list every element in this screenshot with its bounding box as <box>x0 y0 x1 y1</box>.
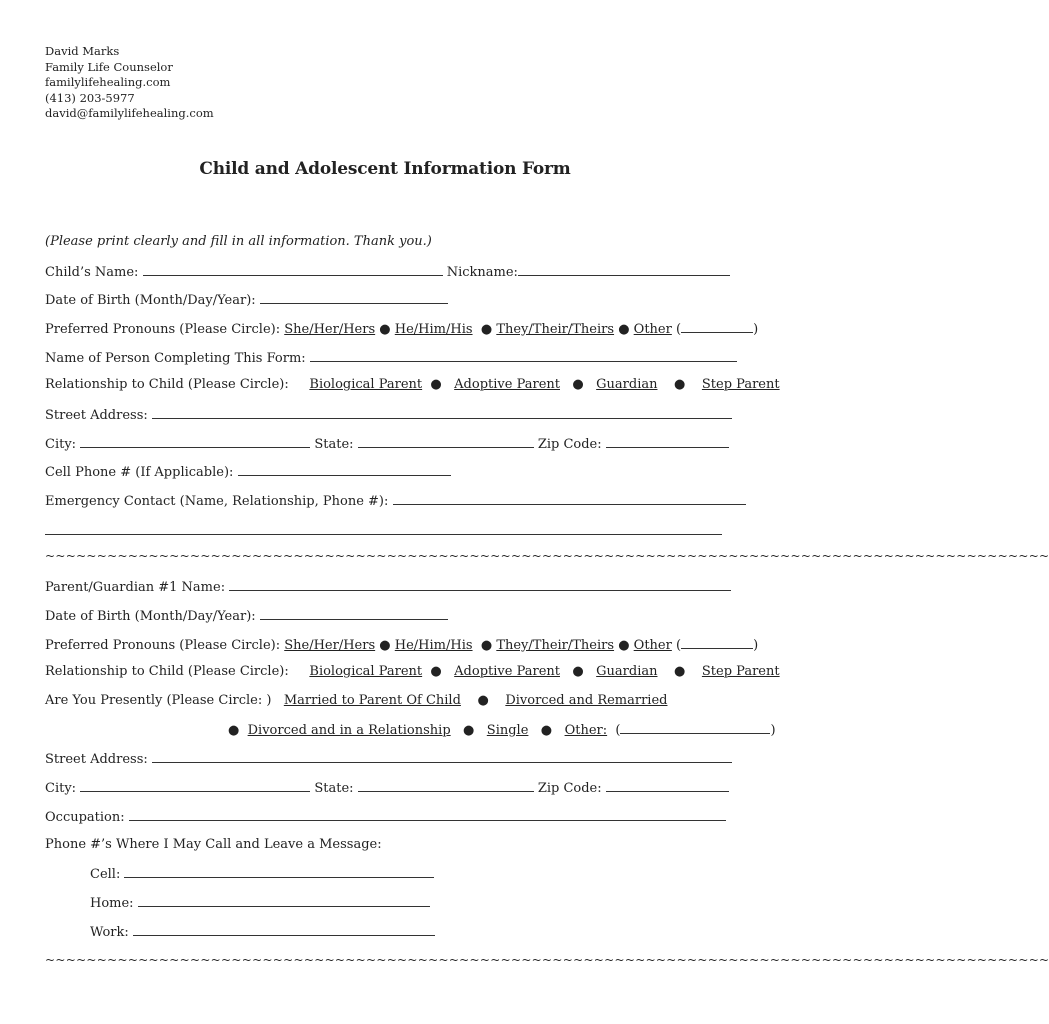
parent-dob-row <box>45 605 725 625</box>
parent-dob-label: Date of Birth (Month/Day/Year): <box>45 609 256 624</box>
relationship-label: Relationship to Child (Please Circle): <box>45 664 289 679</box>
emergency-contact-extra-line[interactable] <box>45 534 722 535</box>
parent-name-field[interactable] <box>229 576 731 591</box>
home-phone-row <box>90 892 490 912</box>
bullet-icon: ● <box>379 322 391 337</box>
parent-status-row-continued: ● Divorced and in a Relationship ● Single ● Other: ( ) <box>228 719 728 739</box>
street-label: Street Address: <box>45 408 148 423</box>
form-instruction: (Please print clearly and fill in all information. Thank you.) <box>45 234 432 249</box>
relationship-option-biological[interactable]: Biological Parent <box>309 377 423 392</box>
bullet-icon: ● <box>661 377 698 392</box>
bullet-icon: ● <box>426 664 451 679</box>
state-label: State: <box>314 781 354 796</box>
occupation-field[interactable] <box>129 806 726 821</box>
bullet-icon: ● <box>465 693 502 708</box>
cell-phone-field[interactable] <box>124 863 434 878</box>
pronoun-option-she[interactable]: She/Her/Hers <box>284 638 376 653</box>
form-title: Child and Adolescent Information Form <box>199 159 571 179</box>
counselor-email: david@familylifehealing.com <box>45 106 214 120</box>
child-pronouns-row: Preferred Pronouns (Please Circle): She/Her/Hers ● He/Him/His ● They/Their/Theirs ● Other ( ) <box>45 318 725 338</box>
parent-street-field[interactable] <box>152 748 732 763</box>
counselor-website: familylifehealing.com <box>45 75 171 89</box>
bullet-icon: ● <box>564 664 593 679</box>
relationship-option-step[interactable]: Step Parent <box>701 377 780 392</box>
emergency-row <box>45 490 725 510</box>
nickname-field[interactable] <box>518 261 730 276</box>
emergency-contact-field[interactable] <box>393 490 746 505</box>
work-label: Work: <box>90 925 129 940</box>
relationship-label: Relationship to Child (Please Circle): <box>45 377 289 392</box>
person-completing-row <box>45 347 725 367</box>
pronoun-option-they[interactable]: They/Their/Theirs <box>496 322 615 337</box>
child-zip-field[interactable] <box>606 433 729 448</box>
bullet-icon: ● <box>454 723 483 738</box>
cell-phone-row <box>90 863 490 883</box>
parent-pronouns-label: Preferred Pronouns (Please Circle): <box>45 638 281 653</box>
parent-occupation-row <box>45 806 725 826</box>
state-label: State: <box>314 437 354 452</box>
parent-city-field[interactable] <box>80 777 310 792</box>
relationship-option-guardian[interactable]: Guardian <box>596 664 658 679</box>
pronoun-option-other[interactable]: Other <box>633 638 672 653</box>
home-phone-field[interactable] <box>138 892 430 907</box>
status-option-single[interactable]: Single <box>486 723 529 738</box>
relationship-option-guardian[interactable]: Guardian <box>596 377 658 392</box>
parent-street-row <box>45 748 725 768</box>
section-separator-bottom: ~~~~~~~~~~~~~~~~~~~~~~~~~~~~~~~~~~~~~~~~~~~~~~~~~~~~~~~~~~~~~~~~~~~~~~~~~~~~~~~~~~~~~~~~~~~~~~~~~ <box>45 953 1049 967</box>
counselor-phone: (413) 203-5977 <box>45 90 135 105</box>
child-dob-row <box>45 289 725 309</box>
parent-dob-field[interactable] <box>260 605 448 620</box>
parent-pronouns-row: Preferred Pronouns (Please Circle): She/Her/Hers ● He/Him/His ● They/Their/Theirs ● Other ( ) <box>45 634 725 654</box>
bullet-icon: ● <box>564 377 593 392</box>
pronoun-option-she[interactable]: She/Her/Hers <box>284 322 376 337</box>
pronoun-option-they[interactable]: They/Their/Theirs <box>496 638 615 653</box>
pronoun-other-field[interactable] <box>681 634 753 649</box>
home-label: Home: <box>90 896 134 911</box>
child-street-row <box>45 404 725 424</box>
bullet-icon: ● <box>618 638 630 653</box>
bullet-icon: ● <box>228 723 244 738</box>
bullet-icon: ● <box>476 638 493 653</box>
parent-status-row <box>45 691 725 711</box>
bullet-icon: ● <box>618 322 630 337</box>
child-name-row <box>45 261 725 281</box>
parent-city-row <box>45 777 725 797</box>
status-option-married[interactable]: Married to Parent Of Child <box>283 693 461 708</box>
counselor-contact-block <box>45 44 214 122</box>
bullet-icon: ● <box>476 322 493 337</box>
status-option-divorced-relationship[interactable]: Divorced and in a Relationship <box>247 723 451 738</box>
bullet-icon: ● <box>532 723 561 738</box>
city-label: City: <box>45 437 77 452</box>
relationship-option-biological[interactable]: Biological Parent <box>309 664 423 679</box>
relationship-option-step[interactable]: Step Parent <box>701 664 780 679</box>
child-relationship-row <box>45 375 780 395</box>
phones-heading-row <box>45 835 725 855</box>
child-street-field[interactable] <box>152 404 732 419</box>
pronoun-option-he[interactable]: He/Him/His <box>394 638 473 653</box>
work-phone-row <box>90 921 490 941</box>
work-phone-field[interactable] <box>133 921 435 936</box>
cell-phone-label: Cell Phone # (If Applicable): <box>45 465 234 480</box>
occupation-label: Occupation: <box>45 810 125 825</box>
pronoun-option-other[interactable]: Other <box>633 322 672 337</box>
parent-name-label: Parent/Guardian #1 Name: <box>45 580 226 595</box>
phones-label: Phone #’s Where I May Call and Leave a Message: <box>45 837 382 852</box>
child-cell-row <box>45 461 725 481</box>
parent-relationship-row <box>45 662 780 682</box>
child-cell-field[interactable] <box>238 461 451 476</box>
street-label: Street Address: <box>45 752 148 767</box>
bullet-icon: ● <box>426 377 451 392</box>
status-other-field[interactable] <box>620 719 770 734</box>
emergency-contact-label: Emergency Contact (Name, Relationship, Phone #): <box>45 494 389 509</box>
child-state-field[interactable] <box>358 433 534 448</box>
bullet-icon: ● <box>379 638 391 653</box>
status-option-divorced-remarried[interactable]: Divorced and Remarried <box>505 693 668 708</box>
counselor-name: David Marks <box>45 44 120 58</box>
child-pronouns-label: Preferred Pronouns (Please Circle): <box>45 322 281 337</box>
section-separator: ~~~~~~~~~~~~~~~~~~~~~~~~~~~~~~~~~~~~~~~~~~~~~~~~~~~~~~~~~~~~~~~~~~~~~~~~~~~~~~~~~~~~~~~~~~~~~~~~~ <box>45 549 1049 563</box>
child-dob-label: Date of Birth (Month/Day/Year): <box>45 293 256 308</box>
parent-state-field[interactable] <box>358 777 534 792</box>
person-completing-label: Name of Person Completing This Form: <box>45 351 306 366</box>
status-option-other[interactable]: Other: <box>564 723 608 738</box>
parent-name-row <box>45 576 725 596</box>
bullet-icon: ● <box>661 664 698 679</box>
child-name-field[interactable] <box>143 261 443 276</box>
child-dob-field[interactable] <box>260 289 448 304</box>
zip-label: Zip Code: <box>537 781 602 796</box>
relationship-option-adoptive[interactable]: Adoptive Parent <box>454 664 560 679</box>
relationship-option-adoptive[interactable]: Adoptive Parent <box>454 377 560 392</box>
pronoun-option-he[interactable]: He/Him/His <box>394 322 473 337</box>
child-city-row <box>45 433 725 453</box>
person-completing-field[interactable] <box>310 347 737 362</box>
parent-zip-field[interactable] <box>606 777 729 792</box>
child-city-field[interactable] <box>80 433 310 448</box>
counselor-role: Family Life Counselor <box>45 59 173 74</box>
nickname-label: Nickname: <box>446 265 518 280</box>
zip-label: Zip Code: <box>537 437 602 452</box>
child-name-label: Child’s Name: <box>45 265 139 280</box>
cell-label: Cell: <box>90 867 121 882</box>
status-label: Are You Presently (Please Circle: ) <box>45 693 272 708</box>
city-label: City: <box>45 781 77 796</box>
pronoun-other-field[interactable] <box>681 318 753 333</box>
